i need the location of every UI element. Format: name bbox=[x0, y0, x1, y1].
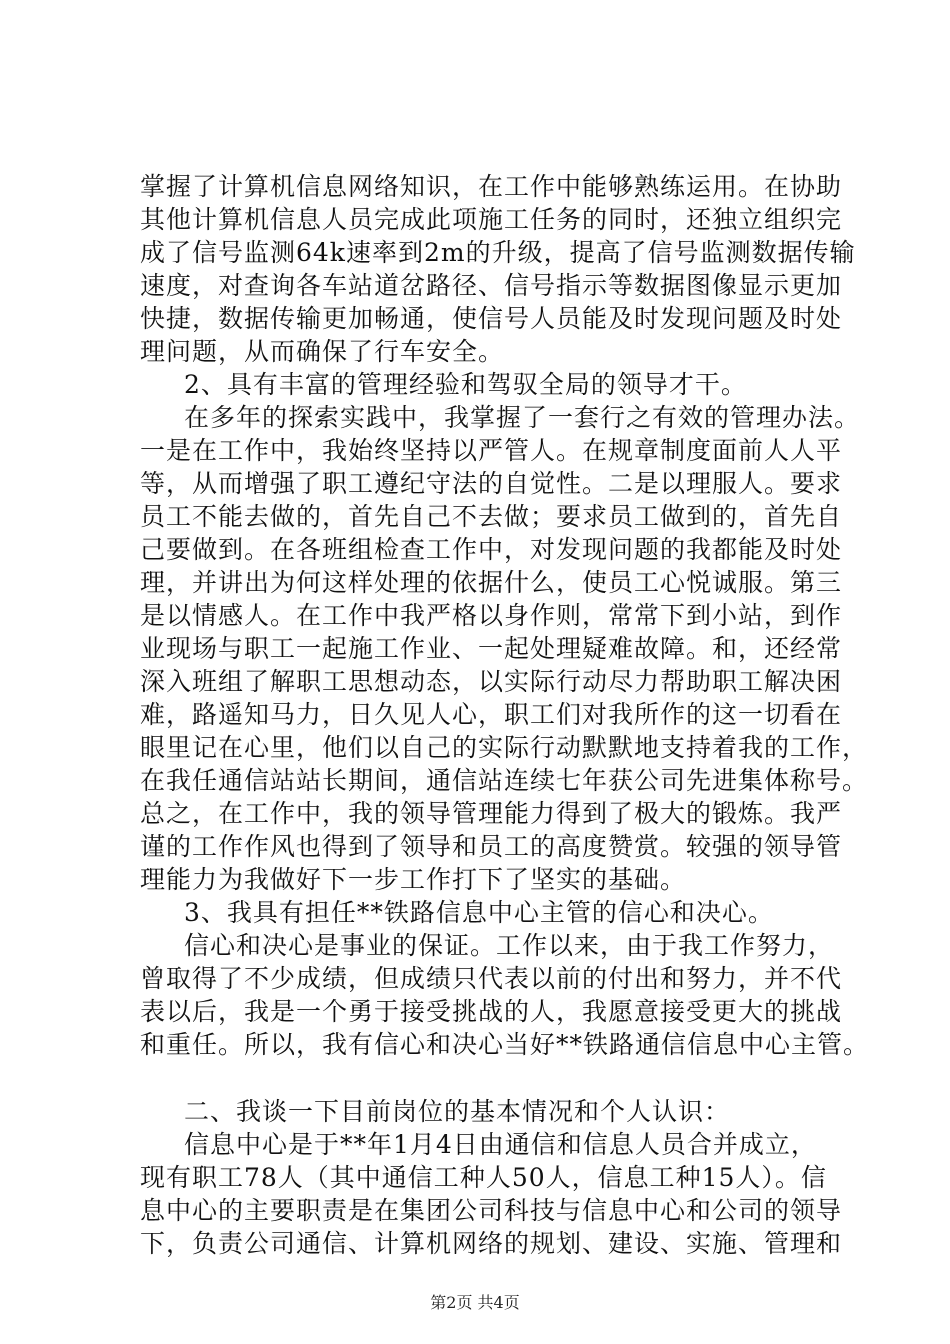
paragraph-first-line: 信息中心是于**年1月4日由通信和信息人员合并成立， bbox=[184, 1130, 817, 1159]
paragraph-gap bbox=[140, 1061, 840, 1095]
text-line: 掌握了计算机信息网络知识，在工作中能够熟练运用。在协助 bbox=[140, 172, 843, 201]
text-line: 现有职工78人（其中通信工种人50人，信息工种15人）。信 bbox=[140, 1163, 827, 1192]
text-line: 理问题，从而确保了行车安全。 bbox=[140, 337, 505, 366]
text-line: 理能力为我做好下一步工作打下了坚实的基础。 bbox=[140, 865, 687, 894]
text-line: 难，路遥知马力，日久见人心，职工们对我所作的这一切看在 bbox=[140, 700, 843, 729]
text-line: 等，从而增强了职工遵纪守法的自觉性。二是以理服人。要求 bbox=[140, 469, 843, 498]
text-line: 下，负责公司通信、计算机网络的规划、建设、实施、管理和 bbox=[140, 1229, 843, 1258]
text-line: 理，并讲出为何这样处理的依据什么，使员工心悦诚服。第三 bbox=[140, 568, 843, 597]
text-line: 快捷，数据传输更加畅通，使信号人员能及时发现问题及时处 bbox=[140, 304, 843, 333]
page-number-footer: 第2页 共4页 bbox=[430, 1293, 520, 1312]
text-line: 是以情感人。在工作中我严格以身作则，常常下到小站，到作 bbox=[140, 601, 843, 630]
text-line: 表以后，我是一个勇于接受挑战的人，我愿意接受更大的挑战 bbox=[140, 997, 843, 1026]
text-line: 总之，在工作中，我的领导管理能力得到了极大的锻炼。我严 bbox=[140, 799, 843, 828]
text-line: 和重任。所以，我有信心和决心当好**铁路通信信息中心主管。 bbox=[140, 1030, 870, 1059]
text-line: 曾取得了不少成绩，但成绩只代表以前的付出和努力，并不代 bbox=[140, 964, 843, 993]
section-heading-2: 2、具有丰富的管理经验和驾驭全局的领导才干。 bbox=[184, 370, 747, 399]
text-line: 在我任通信站站长期间，通信站连续七年获公司先进集体称号。 bbox=[140, 766, 869, 795]
paragraph-first-line: 在多年的探索实践中，我掌握了一套行之有效的管理办法。 bbox=[184, 403, 861, 432]
text-line: 深入班组了解职工思想动态，以实际行动尽力帮助职工解决困 bbox=[140, 667, 843, 696]
section-heading-3: 3、我具有担任**铁路信息中心主管的信心和决心。 bbox=[184, 898, 774, 927]
text-line: 其他计算机信息人员完成此项施工任务的同时，还独立组织完 bbox=[140, 205, 843, 234]
text-line: 成了信号监测64k速率到2m的升级，提高了信号监测数据传输 bbox=[140, 238, 856, 267]
section-heading-two: 二、我谈一下目前岗位的基本情况和个人认识： bbox=[184, 1097, 731, 1126]
paragraph-first-line: 信心和决心是事业的保证。工作以来，由于我工作努力， bbox=[184, 931, 835, 960]
text-line: 眼里记在心里，他们以自己的实际行动默默地支持着我的工作， bbox=[140, 733, 869, 762]
text-line: 员工不能去做的，首先自己不去做；要求员工做到的，首先自 bbox=[140, 502, 843, 531]
text-line: 谨的工作作风也得到了领导和员工的高度赞赏。较强的领导管 bbox=[140, 832, 843, 861]
document-body bbox=[140, 170, 870, 1260]
text-line: 业现场与职工一起施工作业、一起处理疑难故障。和，还经常 bbox=[140, 634, 843, 663]
text-line: 己要做到。在各班组检查工作中，对发现问题的我都能及时处 bbox=[140, 535, 843, 564]
text-line: 息中心的主要职责是在集团公司科技与信息中心和公司的领导 bbox=[140, 1196, 843, 1225]
text-line: 速度，对查询各车站道岔路径、信号指示等数据图像显示更加 bbox=[140, 271, 843, 300]
text-line: 一是在工作中，我始终坚持以严管人。在规章制度面前人人平 bbox=[140, 436, 843, 465]
